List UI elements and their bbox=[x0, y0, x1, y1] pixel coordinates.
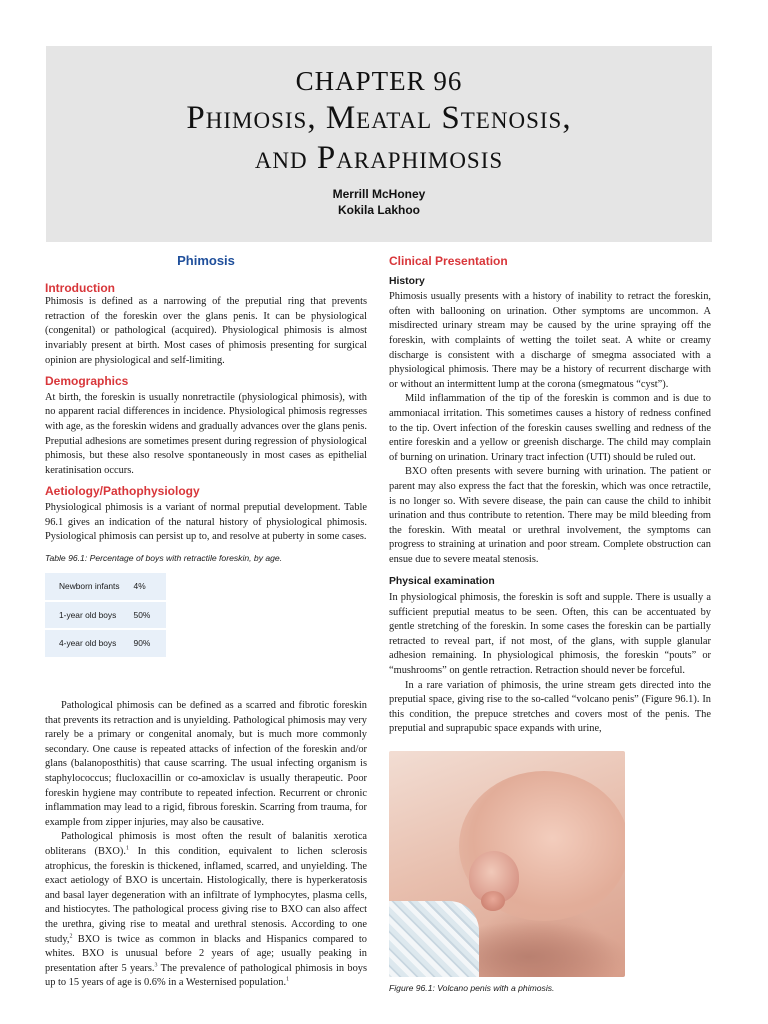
reference-marker: 2 bbox=[69, 933, 73, 940]
left-column bbox=[45, 252, 367, 991]
table-caption: Table 96.1: Percentage of boys with retractile foreskin, by age. bbox=[45, 552, 283, 563]
paragraph-introduction: Phimosis is defined as a narrowing of the preputial ring that prevents retraction of the foreskin over the glans penis. It can be physiological (congenital) or pathological (acquired). Physiological phimosis is almost invariably present at birth. Most cases of phimosis presenting for surgical opinion are physiological and self-limiting. bbox=[45, 296, 367, 366]
paragraph-pathological-phimosis: Pathological phimosis can be defined as a scarred and fibrotic foreskin that prevents its retraction and is unyielding. Pathological phimosis may very rarely be a primary or congenital anomaly, but is much more commonly secondary. One cause is repeated attacks of infection of the foreskin and/or glans (balanoposthitis) that cause scarring. The usual infecting organism is staphylococcus; flucloxacillin or co-amoxiclav is usually therapeutic. Poor foreskin hygiene may contribute to repeated infection. Recurrent or chronic inflammation may lead to a rigid, fibrous foreskin. Scarring from trauma, for example from zipper injuries, may also be causative. bbox=[45, 700, 367, 828]
chapter-number: CHAPTER 96 bbox=[295, 66, 463, 96]
paragraph-exam-1: In physiological phimosis, the foreskin is soft and supple. There is usually a sufficient preputial meatus to be seen. Often, this can be accentuated by gentle stretching of the foreskin. In some cases the foreskin can be partially retracted to reveal part, if not most, of the glans, with supple glanular adhesion remaining. In physiological phimosis, the foreskin “pouts” or “mushrooms” on gentle retraction. Retraction should never be forceful. bbox=[389, 592, 711, 677]
right-column bbox=[389, 252, 711, 1004]
table-cell-value: 90% bbox=[128, 630, 167, 659]
table-cell-age: 1-year old boys bbox=[45, 602, 128, 631]
subsection-heading-physical-examination: Physical examination bbox=[389, 576, 495, 588]
table-row bbox=[45, 630, 166, 659]
reference-marker: 1 bbox=[126, 845, 129, 852]
reference-marker: 3 bbox=[154, 962, 158, 969]
table-row bbox=[45, 602, 166, 631]
subsection-heading-demographics: Demographics bbox=[45, 374, 129, 389]
paragraph-history-3: BXO often presents with severe burning with urination. The patient or parent may also express the fact that the foreskin, which was once retractile, is no longer so. With severe disease, the pain can cause the child to inhibit urination and thus contribute to retention. There may be mild bleeding from the foreskin. With meatal or urethral involvement, the symptoms can progress to straining at urination and poor stream. Complete obstruction can ensue due to severe meatal stenosis. bbox=[389, 466, 711, 565]
table-cell-age: Newborn infants bbox=[45, 573, 128, 602]
figure-photo-volcano-penis bbox=[389, 751, 625, 977]
reference-marker: 1 bbox=[286, 976, 290, 983]
author-name: Kokila Lakhoo bbox=[337, 203, 420, 217]
paragraph-history-2: Mild inflammation of the tip of the foreskin is common and is due to ammoniacal irritation. This sometimes causes a history of redness confined to the tip. Overt infection of the foreskin causes swelling and redness of the entire foreskin and a yellow or greenish discharge. The child may complain of burning on urination. Urinary tract infection (UTI) should be ruled out. bbox=[389, 393, 711, 463]
paragraph-demographics: At birth, the foreskin is usually nonretractile (physiological phimosis), with no apparent racial differences in incidence. Physiological phimosis regresses with age, as the foreskin widens and gradually advances over the glans penis. Preputial adhesions are sometimes present during regression of physiological phimosis, but these also resolve spontaneously in most cases as epithelial keratinisation occurs. bbox=[45, 391, 367, 476]
chapter-title bbox=[46, 98, 712, 178]
paragraph-exam-2: In a rare variation of phimosis, the urine stream gets directed into the preputial space, giving rise to the so-called “volcano penis” (Figure 96.1). In this condition, the prepuce stretches and covers most of the penis. The preputial and suprapubic space expands with urine, bbox=[389, 679, 711, 735]
subsection-heading-aetiology: Aetiology/Pathophysiology bbox=[45, 484, 200, 499]
text-segment: Pathological phimosis is most often the result of balanitis xerotica obliterans (BXO). bbox=[45, 831, 367, 857]
paragraph-bxo bbox=[45, 830, 367, 991]
figure-caption: Figure 96.1: Volcano penis with a phimosis. bbox=[389, 983, 555, 993]
paragraph-history-1: Phimosis usually presents with a history of inability to retract the foreskin, often with ballooning on urination. Other symptoms are uncommon. A misdirected urinary stream may be caused by the urine spraying off the foreskin, with complaints of wetting the toilet seat. A white or creamy discharge is consistent with a discharge of smegma associated with a physiological phimosis. There may be a history of recurrent discharge with or without an intermittent lump at the corona (smegmatous “cyst”). bbox=[389, 291, 711, 390]
subsection-heading-introduction: Introduction bbox=[45, 280, 115, 295]
table-row bbox=[45, 573, 166, 602]
table-cell-value: 50% bbox=[128, 602, 167, 631]
author-list bbox=[46, 186, 712, 218]
photo-region bbox=[389, 901, 479, 977]
chapter-title-line-1: Phimosis, Meatal Stenosis, bbox=[186, 100, 572, 136]
author-name: Merrill McHoney bbox=[332, 187, 426, 201]
paragraph-aetiology: Physiological phimosis is a variant of normal preputial development. Table 96.1 gives an indication of the natural history of physiological phimosis. Pysiological phimosis can persist up to, and resolve at puberty in some cases. bbox=[45, 501, 367, 543]
table-cell-value: 4% bbox=[128, 573, 167, 602]
section-heading-phimosis: Phimosis bbox=[177, 253, 235, 268]
photo-region bbox=[481, 891, 505, 911]
table-cell-age: 4-year old boys bbox=[45, 630, 128, 659]
text-segment: In this condition, equivalent to lichen sclerosis atrophicus, the foreskin is thickened, inflamed, scarred, and unyielding. The exact aetiology of BXO is uncertain. Histologically, there is hyperkeratosis and basal layer degeneration with an infiltrate of lymphocytes, plasma cells, and histiocytes. The pathological process giving rise to BXO can also affect the urethra, giving rise to meatal and urethral stenosis. According to one study, bbox=[45, 846, 367, 945]
text-segment: The prevalence of pathological phimosis in boys up to 15 years of age is 0.6% in a Westernised population. bbox=[45, 962, 367, 989]
text-segment: BXO is twice as common in blacks and Hispanics compared to whites. BXO is unusual before 2 years of age; usually peaking in presentation after 5 years. bbox=[45, 933, 367, 974]
chapter-title-line-2: and Paraphimosis bbox=[254, 140, 504, 176]
section-heading-clinical-presentation: Clinical Presentation bbox=[389, 254, 508, 268]
subsection-heading-history: History bbox=[389, 275, 425, 287]
retractile-foreskin-table bbox=[45, 573, 166, 659]
chapter-header bbox=[46, 46, 712, 242]
